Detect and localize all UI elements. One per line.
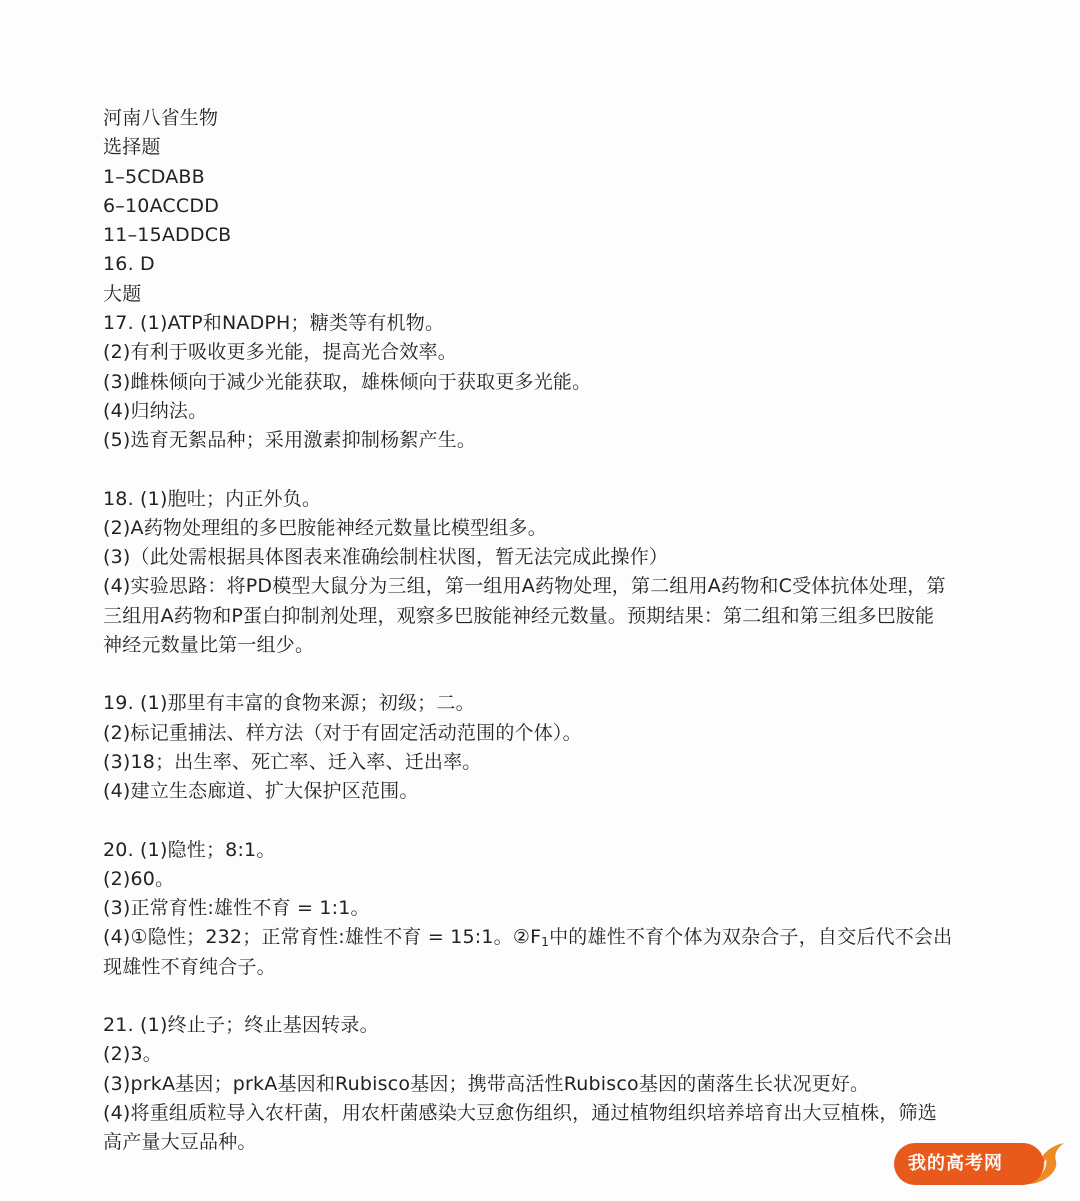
q18-line: 18. (1)胞吐；内正外负。 — [103, 487, 322, 510]
q17-line: (2)有利于吸收更多光能，提高光合效率。 — [103, 341, 457, 364]
q18-line: (2)A药物处理组的多巴胺能神经元数量比模型组多。 — [103, 516, 547, 539]
q18-line: (4)实验思路：将PD模型大鼠分为三组，第一组用A药物处理，第二组用A药物和C受体抗体处理，第 — [103, 575, 946, 598]
paragraph-gap — [103, 982, 983, 1011]
q21-line: 高产量大豆品种。 — [103, 1131, 257, 1154]
q20-line: 20. (1)隐性；8:1。 — [103, 838, 276, 861]
watermark-text: 我的高考网 — [908, 1153, 1003, 1174]
q20-line — [103, 923, 983, 952]
q19-line: 19. (1)那里有丰富的食物来源；初级；二。 — [103, 692, 475, 715]
q20-line: (2)60。 — [103, 867, 175, 890]
q21-line: (4)将重组质粒导入农杆菌，用农杆菌感染大豆愈伤组织，通过植物组织培养培育出大豆植株，筛选 — [103, 1101, 937, 1124]
paragraph-gap — [103, 456, 983, 485]
choice-answer-line: 16. D — [103, 253, 155, 276]
choice-answer-line: 6–10ACCDD — [103, 194, 220, 217]
choice-answer-line: 11–15ADDCB — [103, 224, 232, 247]
q20-line4-post: 中的雄性不育个体为双杂合子，自交后代不会出 — [549, 926, 953, 949]
q17-line: (3)雌株倾向于减少光能获取，雄株倾向于获取更多光能。 — [103, 370, 592, 393]
q19-line: (4)建立生态廊道、扩大保护区范围。 — [103, 780, 419, 803]
q21-line: (3)prkA基因；prkA基因和Rubisco基因；携带高活性Rubisco基因的菌落生长状况更好。 — [103, 1072, 870, 1095]
q20-line: 现雄性不育纯合子。 — [103, 955, 276, 978]
paragraph-gap — [103, 660, 983, 689]
q17-line: (4)归纳法。 — [103, 399, 208, 422]
watermark-logo — [894, 1137, 1066, 1187]
q18-line: (3)（此处需根据具体图表来准确绘制柱状图，暂无法完成此操作） — [103, 546, 669, 569]
f1-subscript: 1 — [541, 935, 550, 950]
document-title: 河南八省生物 — [103, 107, 219, 129]
q19-line: (2)标记重捕法、样方法（对于有固定活动范围的个体）。 — [103, 721, 582, 744]
answer-content — [103, 104, 983, 1158]
q21-line: 21. (1)终止子；终止基因转录。 — [103, 1014, 379, 1037]
q21-line: (2)3。 — [103, 1043, 163, 1066]
paragraph-gap — [103, 807, 983, 836]
q20-line4-pre: (4)①隐性；232；正常育性:雄性不育 = 15:1。②F — [103, 926, 542, 949]
q17-line: 17. (1)ATP和NADPH；糖类等有机物。 — [103, 312, 445, 335]
section-heading-big: 大题 — [103, 282, 142, 305]
q20-line: (3)正常育性:雄性不育 = 1:1。 — [103, 897, 370, 920]
section-heading-choice: 选择题 — [103, 136, 161, 159]
q18-line: 三组用A药物和P蛋白抑制剂处理，观察多巴胺能神经元数量。预期结果：第二组和第三组多巴胺能 — [103, 604, 935, 627]
choice-answer-line: 1–5CDABB — [103, 165, 205, 188]
q19-line: (3)18；出生率、死亡率、迁入率、迁出率。 — [103, 750, 482, 773]
q17-line: (5)选育无絮品种；采用激素抑制杨絮产生。 — [103, 429, 477, 452]
q18-line: 神经元数量比第一组少。 — [103, 634, 315, 657]
